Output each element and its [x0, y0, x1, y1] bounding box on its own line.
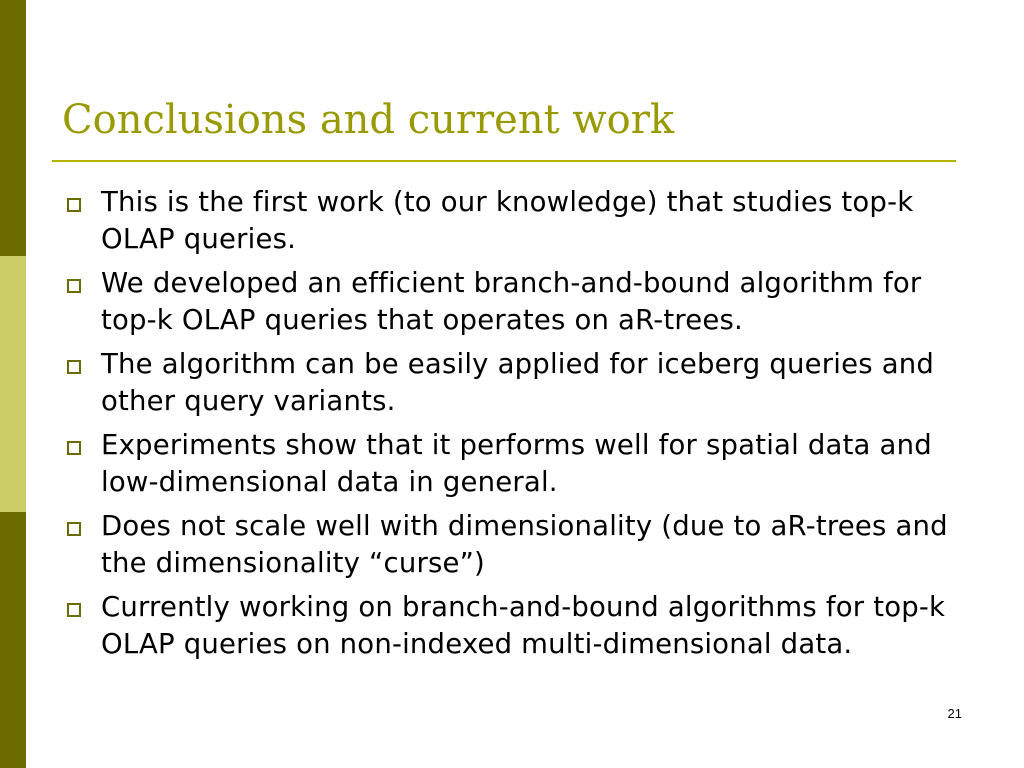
bullet-item [64, 346, 974, 420]
square-bullet-icon [67, 198, 81, 212]
bullet-text: Does not scale well with dimensionality (due to aR-trees and the dimensionality “curse”) [101, 510, 948, 579]
bullet-item [64, 427, 974, 501]
left-accent-bar-bottom [0, 512, 26, 768]
square-bullet-icon [67, 360, 81, 374]
bullet-item [64, 508, 974, 582]
bullet-list [64, 184, 974, 670]
bullet-text: We developed an efficient branch-and-bound algorithm for top-k OLAP queries that operates on aR-trees. [101, 267, 922, 336]
bullet-text: Experiments show that it performs well for spatial data and low-dimensional data in general. [101, 429, 932, 498]
title-underline [52, 160, 956, 162]
bullet-text: The algorithm can be easily applied for iceberg queries and other query variants. [101, 348, 935, 417]
left-accent-bar-top [0, 0, 26, 256]
square-bullet-icon [67, 441, 81, 455]
square-bullet-icon [67, 603, 81, 617]
square-bullet-icon [67, 279, 81, 293]
bullet-item [64, 184, 974, 258]
bullet-item [64, 265, 974, 339]
page-number: 21 [947, 706, 962, 721]
bullet-item [64, 589, 974, 663]
slide-title: Conclusions and current work [62, 97, 675, 143]
square-bullet-icon [67, 522, 81, 536]
bullet-text: Currently working on branch-and-bound algorithms for top-k OLAP queries on non-indexed multi-dimensional data. [101, 591, 946, 660]
bullet-text: This is the first work (to our knowledge) that studies top-k OLAP queries. [101, 186, 914, 255]
left-accent-bar-middle [0, 256, 26, 512]
